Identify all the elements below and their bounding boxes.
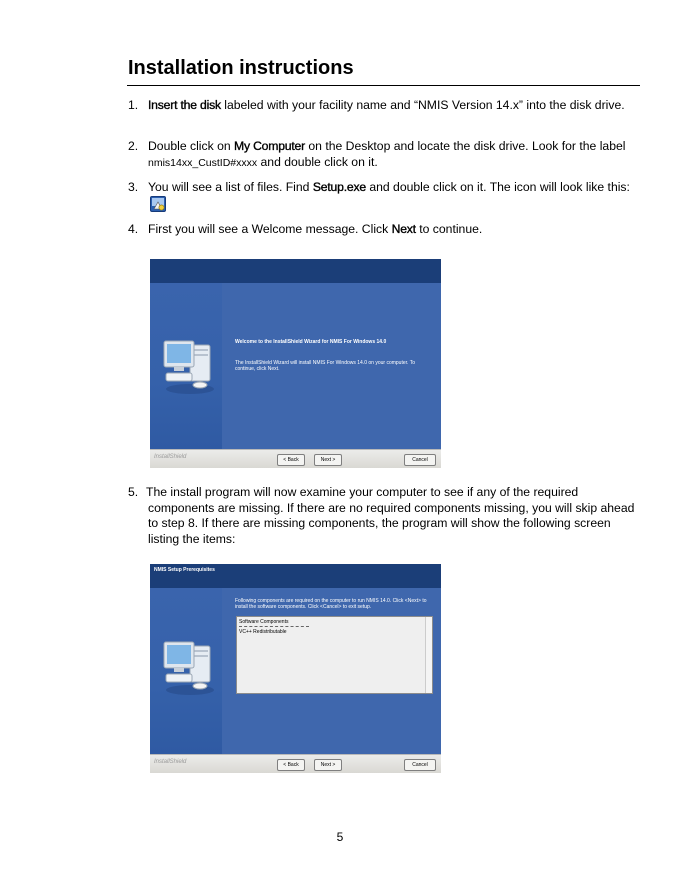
components-list[interactable] (236, 616, 433, 694)
step-3-bold: Setup.exe (312, 180, 366, 194)
welcome-body: The InstallShield Wizard will install NMIS For Windows 14.0 on your computer. To continue, click Next. (235, 360, 415, 372)
step-number: 1. (128, 98, 139, 112)
welcome-heading: Welcome to the InstallShield Wizard for NMIS For Windows 14.0 (235, 339, 387, 345)
next-button[interactable]: Next > (314, 454, 342, 466)
prerequisites-description: Following components are required on the computer to run NMIS 14.0. Click <Next> to install the software components. Click <Cancel> to exit setup. (235, 598, 427, 610)
installshield-brand: InstallShield (154, 454, 187, 460)
list-item[interactable]: VC++ Redistributable (239, 629, 287, 635)
back-button[interactable]: < Back (277, 759, 305, 771)
step-number: 3. (128, 180, 139, 194)
step-2-text-c: and double click on it. (257, 154, 378, 169)
dialog-sidebar (150, 588, 222, 754)
list-scrollbar[interactable] (425, 617, 432, 693)
step-4-bold: Next (391, 222, 416, 236)
installshield-brand: InstallShield (154, 759, 187, 765)
title-underline (127, 85, 640, 86)
dialog-title-bar (150, 564, 441, 588)
dialog-button-bar (150, 754, 441, 773)
step-3-text-a: You will see a list of files. Find (148, 180, 313, 194)
dialog-button-bar (150, 449, 441, 468)
step-1-text: labeled with your facility name and “NMIS Version 14.x” into the disk drive. (220, 98, 625, 112)
step-number: 5. (128, 485, 139, 499)
page-title: Installation instructions (128, 57, 354, 79)
prerequisites-window-title: NMIS Setup Prerequisites (154, 567, 215, 573)
dialog-sidebar (150, 283, 222, 449)
step-number: 4. (128, 222, 139, 236)
list-header: Software Components (239, 619, 289, 625)
setup-exe-icon (150, 196, 166, 212)
next-button[interactable]: Next > (314, 759, 342, 771)
step-4-text-b: to continue. (415, 222, 483, 236)
step-2-bold: My Computer (234, 139, 305, 153)
cancel-button[interactable]: Cancel (404, 759, 436, 771)
step-2-text-b: on the Desktop and locate the disk drive. Look for the label (305, 139, 626, 153)
back-button[interactable]: < Back (277, 454, 305, 466)
page-number: 5 (336, 830, 344, 844)
step-5-text: The install program will now examine your computer to see if any of the required components are missing. If there are no required components missing, you will skip ahead to step 8. If there are missing components, the program will show the following screen listing the items: (146, 485, 635, 546)
step-number: 2. (128, 139, 139, 153)
step-4-text-a: First you will see a Welcome message. Click (148, 222, 392, 236)
step-2-text-a: Double click on (148, 139, 235, 153)
step-2-disk-label: nmis14xx_CustID#xxxx (148, 156, 258, 169)
computer-icon (160, 634, 216, 698)
list-divider (239, 626, 309, 628)
step-3-text-b: and double click on it. The icon will look like this: (365, 180, 630, 194)
step-1-bold: Insert the disk (148, 98, 221, 112)
prerequisites-dialog-screenshot (150, 564, 441, 773)
welcome-dialog-screenshot (150, 259, 441, 468)
dialog-title-bar (150, 259, 441, 283)
computer-icon (160, 333, 216, 397)
cancel-button[interactable]: Cancel (404, 454, 436, 466)
